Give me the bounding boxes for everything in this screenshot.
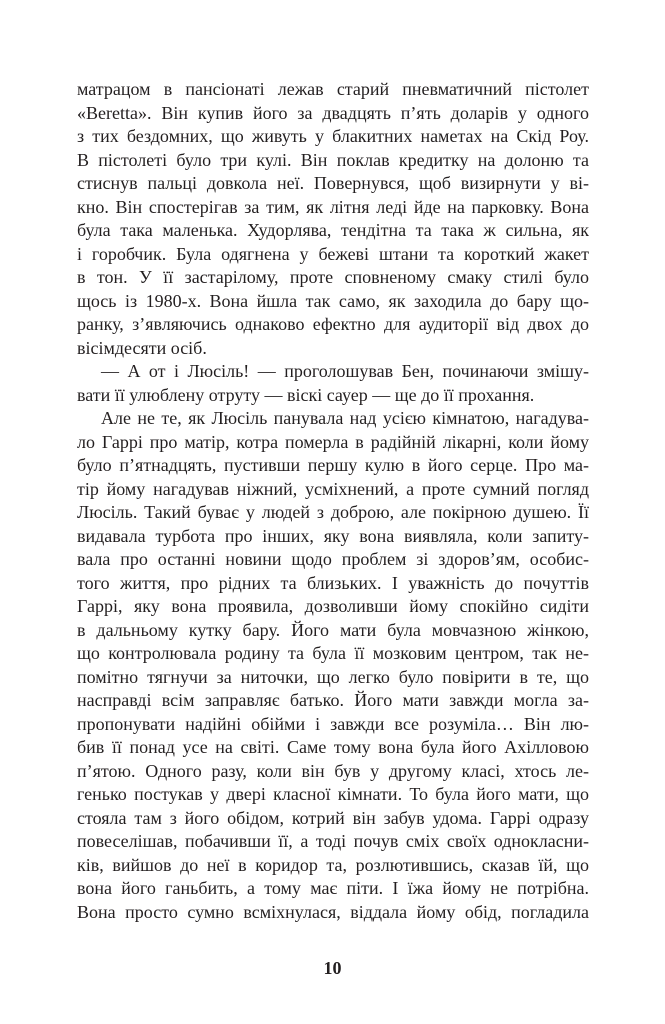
text-line: того життя, про рідних та близьких. І уважність до почуттів: [77, 572, 589, 593]
text-line: в дальньому кутку бару. Його мати була мовчазною жінкою,: [77, 619, 589, 640]
text-line: ків, вийшов до неї в коридор та, розлютившись, сказав їй, що: [77, 854, 589, 875]
text-line: матрацом в пансіонаті лежав старий пневматичний пістолет: [77, 79, 589, 99]
page-number: 10: [323, 958, 342, 978]
paragraph: [77, 78, 589, 360]
text-line: Люсіль. Такий буває у людей з доброю, але покірною душею. Її: [77, 502, 589, 522]
text-line: «Beretta». Він купив його за двадцять п’ять доларів у одного: [77, 102, 589, 123]
text-line: помітно тягнучи за ниточки, що легко було повірити в те, що: [77, 666, 589, 687]
text-line: з тих бездомних, що живуть у блакитних наметах на Скід Роу.: [77, 126, 589, 146]
text-line: в тон. У її застарілому, проте сповненому смаку стилі було: [77, 267, 589, 287]
text-line: Вона просто сумно всміхнулася, віддала йому обід, погладила: [77, 901, 589, 922]
text-line: стиснув пальці довкола неї. Повернувся, щоб визирнути у ві-: [77, 173, 589, 193]
text-line: щось із 1980-х. Вона йшла так само, як заходила до бару що-: [77, 290, 589, 311]
text-line: тір йому нагадував ніжний, усміхнений, а проте сумний погляд: [77, 478, 589, 499]
text-line: видавала турбота про інших, яку вона виявляла, коли запиту-: [77, 525, 589, 546]
text-line: і горобчик. Була одягнена у бежеві штани та короткий жакет: [77, 243, 589, 264]
text-line: що контролювала родину та була її мозковим центром, так не-: [77, 643, 589, 663]
text-line: була така маленька. Худорлява, тендітна та така ж сильна, як: [77, 220, 589, 240]
text-line: ло Гаррі про матір, котра померла в радійній лікарні, коли йому: [77, 431, 589, 452]
text-line: вала про останні новини щодо проблем зі здоров’ям, особис-: [77, 549, 589, 569]
text-line: вати її улюблену отруту — віскі сауер — ще до її прохання.: [77, 384, 535, 405]
text-line: стояла там з його обідом, котрий він забув удома. Гаррі одразу: [77, 807, 589, 828]
text-line: В пістолеті було три кулі. Він поклав кредитку на долоню та: [77, 149, 589, 170]
text-line: генько постукав у двері класної кімнати. То була його мати, що: [77, 784, 589, 804]
text-line: насправді всім заправляє батько. Його мати завжди могла за-: [77, 690, 589, 710]
text-line: п’ятою. Одного разу, коли він був у другому класі, хтось ле-: [77, 760, 589, 781]
text-line: повеселішав, побачивши її, а тоді почув сміх своїх однокласни-: [77, 831, 589, 851]
text-line: Гаррі, яку вона проявила, дозволивши йому спокійно сидіти: [77, 596, 589, 616]
text-line: пропонувати надійні обійми і завжди все розуміла… Він лю-: [77, 713, 589, 734]
text-line: було п’ятнадцять, пустивши першу кулю в його серце. Про ма-: [77, 455, 589, 475]
text-line: бив її понад усе на світі. Саме тому вона була його Ахілловою: [77, 737, 589, 757]
text-line: вона його ганьбить, а тому має піти. І їжа йому не потрібна.: [77, 878, 589, 898]
text-line: вісімдесяти осіб.: [77, 337, 207, 358]
paragraph: [77, 407, 589, 924]
text-line: Але не те, як Люсіль панувала над усією кімнатою, нагадува-: [101, 408, 589, 428]
text-line: ранку, з’являючись однаково ефектно для аудиторії від двох до: [77, 314, 589, 334]
dialogue-paragraph: [77, 360, 589, 407]
text-line: — А от і Люсіль! — проголошував Бен, починаючи змішу-: [101, 361, 589, 381]
text-line: кно. Він спостерігав за тим, як літня леді йде на парковку. Вона: [77, 196, 589, 217]
body-text: [77, 78, 589, 924]
